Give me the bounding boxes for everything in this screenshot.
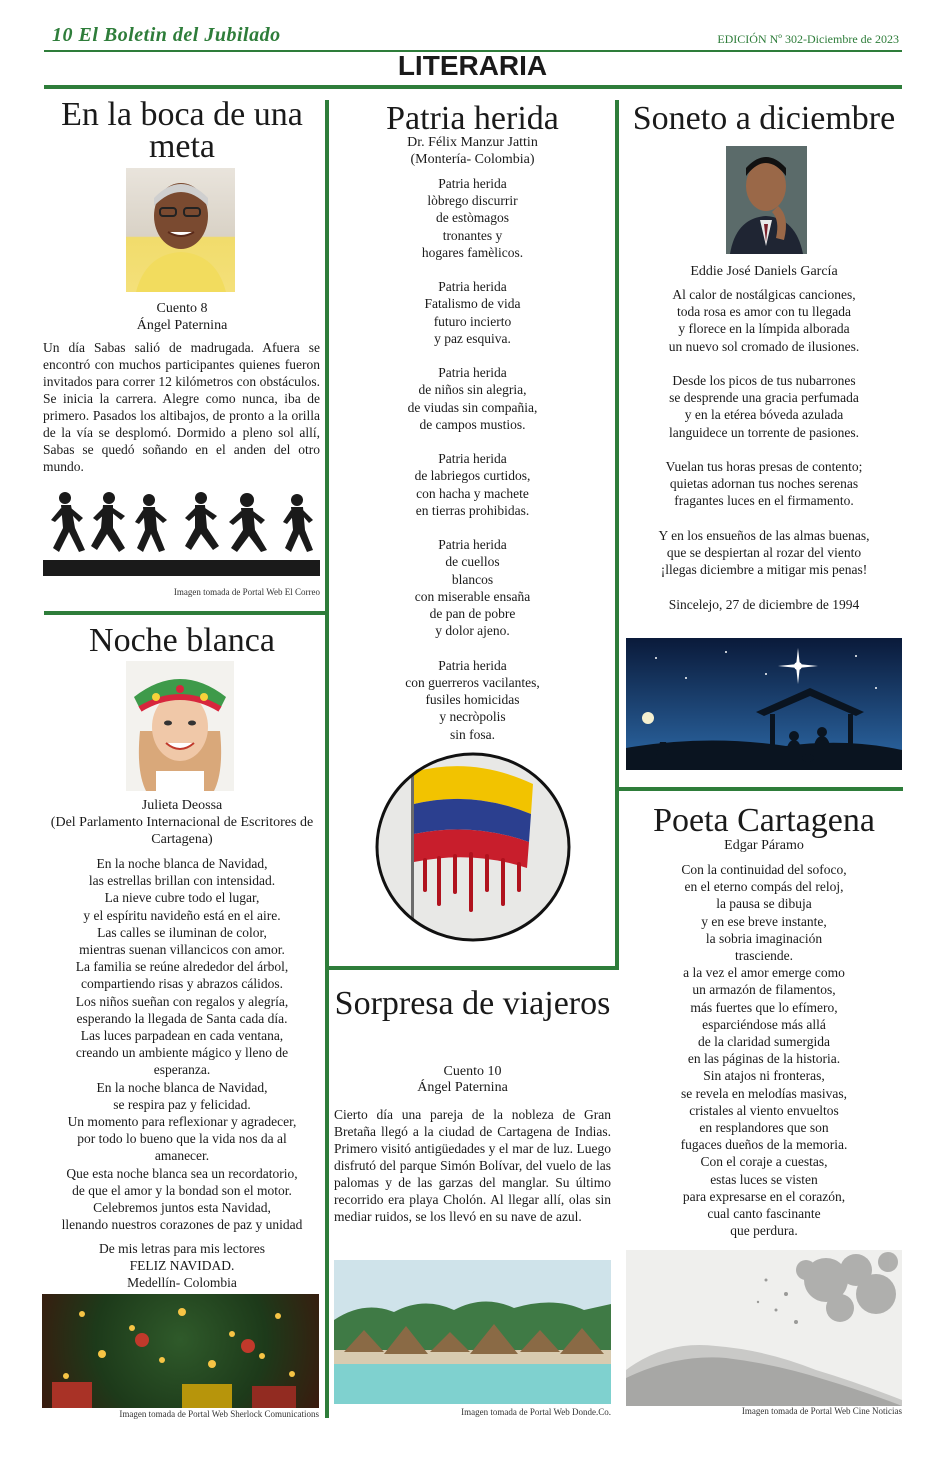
image-caption: Imagen tomada de Portal Web El Correo (173, 587, 320, 597)
story-author: Edgar Páramo (724, 838, 804, 853)
story-subtitle: Cuento 8 (156, 301, 208, 316)
author-affiliation: (Del Parlamento Internacional de Escritores de Cartagena) (50, 815, 314, 847)
story-subtitle: Cuento 10 (443, 1064, 502, 1079)
beach-huts-image (334, 1260, 611, 1404)
story-author: Ángel Paternina (417, 1080, 508, 1095)
story-author: Eddie José Daniels García (690, 264, 838, 279)
poem-body: Con la continuidad del sofoco, en el eterno compás del reloj, la pausa se dibuja y en ese breve instante, la sobria imaginación trasciende. a la vez el amor emerge como un armazón de filamentos, más fuertes que lo efímero, esparciéndose más allá de la claridad sumergida en las páginas de la historia. Sin atajos ni fronteras, se revela en melodías masivas, cristales al viento envueltos en resplandores que son fugaces dueños de la memoria. Con el coraje a cuestas, estas luces se visten para expresarse en el corazón, cual canto fascinante que perdura. (680, 862, 848, 1239)
author-photo (726, 146, 807, 254)
runners-silhouette-image (43, 488, 320, 576)
section-divider (44, 85, 902, 89)
poem-body: Patria herida lòbrego discurrir de estòmagos tronantes y hogares famèlicos. Patria herida Fatalismo de vida futuro incierto y paz esquiva. Patria herida de niños sin alegria, de viudas sin compañia, de campos mustios. Patria herida de labriegos curtidos, con hacha y machete en tierras prohibidas. Patria herida de cuellos blancos con miserable ensaña de pan de pobre y dolor ajeno. Patria herida con guerreros vacilantes, fusiles homicidas y necròpolis sin fosa. (405, 176, 540, 742)
hand-dust-image (626, 1250, 902, 1406)
image-caption: Imagen tomada de Portal Web Cine Noticias (741, 1406, 902, 1416)
image-caption: Imagen tomada de Portal Web Donde.Co. (461, 1407, 611, 1417)
author-photo (126, 661, 234, 791)
image-caption: Imagen tomada de Portal Web Sherlock Comunications (119, 1409, 319, 1419)
newspaper-masthead: 10 El Boletin del Jubilado (52, 24, 281, 46)
author-photo (126, 168, 235, 292)
story-author: Dr. Félix Manzur Jattin (407, 135, 538, 150)
poem-closing: De mis letras para mis lectores FELIZ NAVIDAD. Medellín- Colombia (98, 1241, 266, 1291)
story-author: Julieta Deossa (141, 798, 223, 813)
story-author: Ángel Paternina (136, 318, 228, 333)
story-title: Poeta Cartagena (653, 802, 875, 839)
story-title: En la boca de una meta (61, 96, 303, 165)
christmas-tree-image (42, 1294, 319, 1408)
edition-label: EDICIÓN Nº 302-Diciembre de 2023 (717, 32, 899, 46)
story-title: Soneto a diciembre (632, 100, 896, 137)
poem-body: En la noche blanca de Navidad, las estrellas brillan con intensidad. La nieve cubre todo el lugar, y el espíritu navideño está en el aire. Las calles se iluminan de color, mientras suenan villancicos con amor. La familia se reúne alrededor del árbol, compartiendo risas y abrazos cálidos. Los niños sueñan con regalos y alegría, esperando la llegada de Santa cada día. Las luces parpadean en cada ventana, creando un ambiente mágico y lleno de esperanza. En la noche blanca de Navidad, se respira paz y felicidad. Un momento para reflexionar y agradecer, por todo lo bueno que la vida nos da al amanecer. Que esta noche blanca sea un recordatorio, de que el amor y la bondad son el motor. Celebremos juntos esta Navidad, llenando nuestros corazones de paz y unidad (61, 856, 303, 1233)
story-body: Cierto día una pareja de la nobleza de Gran Bretaña llegó a la ciudad de Cartagena de Indias. Primero visitó antigüedades y el mar de luz. Luego disfrutó del parque Simón Bolívar, del vuelo de las palomas y de las garzas del manglar. Su último recorrido era playa Cholón. Al llegar allí, olas sin mediar ruidos, se los llevó en su nave de azul. (334, 1107, 611, 1224)
nativity-scene-image (626, 638, 902, 770)
col3-divider (619, 787, 903, 791)
story-title: Patria herida (386, 100, 559, 137)
column-divider-left (325, 100, 329, 1418)
story-title: Noche blanca (89, 622, 275, 659)
column-divider-right (615, 100, 619, 968)
wounded-flag-image (373, 750, 573, 944)
section-title: LITERARIA (397, 50, 548, 81)
story-body: Un día Sabas salió de madrugada. Afuera se encontró con muchos participantes quienes fueron invitados para correr 12 kilómetros con obstáculos. Se inicia la carrera. Alegre como nunca, iba de primero. Pasados los altibajos, de pronto a la orilla de la vía se desplomó. Dormido a pleno sol allí, Sabas se quedó soñando en el anden del otro mundo. (43, 340, 320, 474)
story-title: Sorpresa de viajeros (334, 985, 611, 1022)
col2-divider (327, 966, 619, 970)
author-place: (Montería- Colombia) (410, 152, 535, 167)
poem-body: Al calor de nostálgicas canciones, toda rosa es amor con tu llegada y florece en la límpida alborada un nuevo sol cromado de ilusiones. Desde los picos de tus nubarrones se desprende una gracia perfumada y en la etérea bóveda azulada languidece un torrente de pasiones. Vuelan tus horas presas de contento; quietas adornan tus noches serenas fragantes luces en el firmamento. Y en los ensueños de las almas buenas, que se despiertan al rozar del viento ¡llegas diciembre a mitigar mis penas! Sincelejo, 27 de diciembre de 1994 (658, 287, 870, 612)
col1-divider (44, 611, 326, 615)
